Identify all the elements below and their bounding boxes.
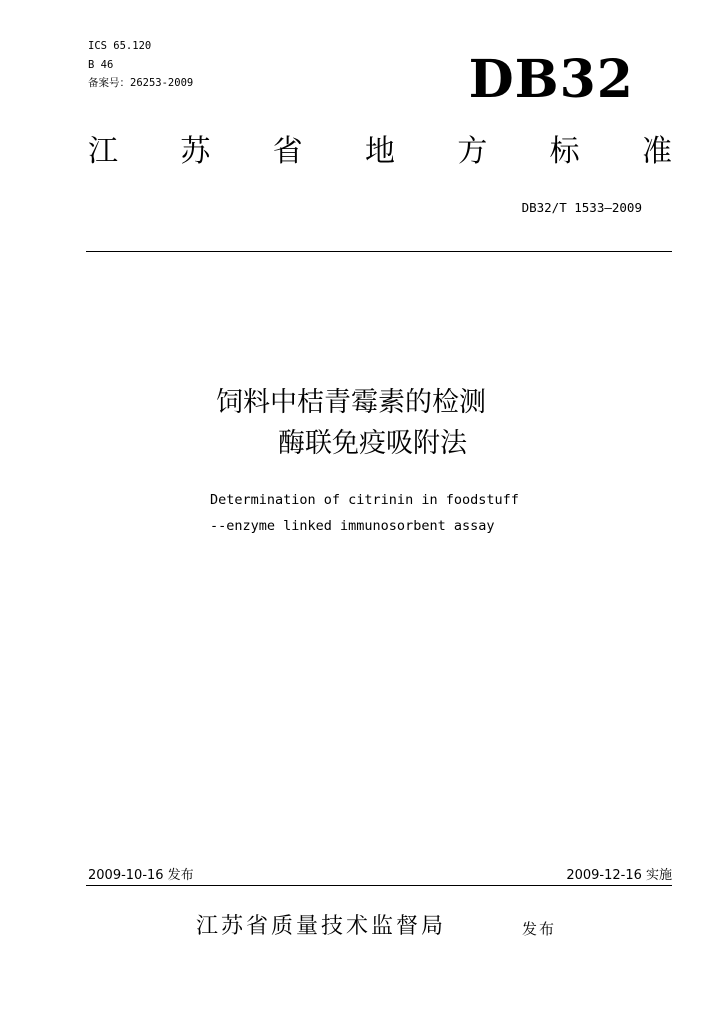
ics-code: ICS 65.120 (88, 40, 152, 52)
title-char: 省 (272, 134, 303, 169)
title-char: 方 (457, 134, 488, 169)
issuer-name: 江苏省质量技术监督局 (196, 914, 447, 939)
standard-type-title (88, 134, 672, 170)
classification-code: B 46 (88, 59, 114, 71)
standard-code-logo: DB32 (468, 49, 634, 110)
document-title-zh-line2: 酶联免疫吸附法 (278, 428, 467, 459)
title-char: 准 (641, 134, 672, 169)
publish-date: 2009-10-16 发布 (88, 868, 194, 883)
implement-date: 2009-12-16 实施 (566, 868, 672, 883)
standard-number: DB32/T 1533—2009 (521, 200, 642, 215)
footer-divider (86, 885, 672, 886)
title-char: 苏 (180, 134, 211, 169)
record-number: 备案号：26253-2009 (88, 77, 194, 89)
document-title-zh-line1: 饲料中桔青霉素的检测 (216, 387, 486, 418)
title-char: 地 (364, 134, 395, 169)
document-title-en-line2: --enzyme linked immunosorbent assay (210, 518, 495, 534)
header-divider (86, 251, 672, 252)
issuer-suffix: 发布 (522, 920, 557, 938)
title-char: 标 (549, 134, 580, 169)
document-title-en-line1: Determination of citrinin in foodstuff (210, 492, 519, 508)
title-char: 江 (88, 134, 118, 169)
